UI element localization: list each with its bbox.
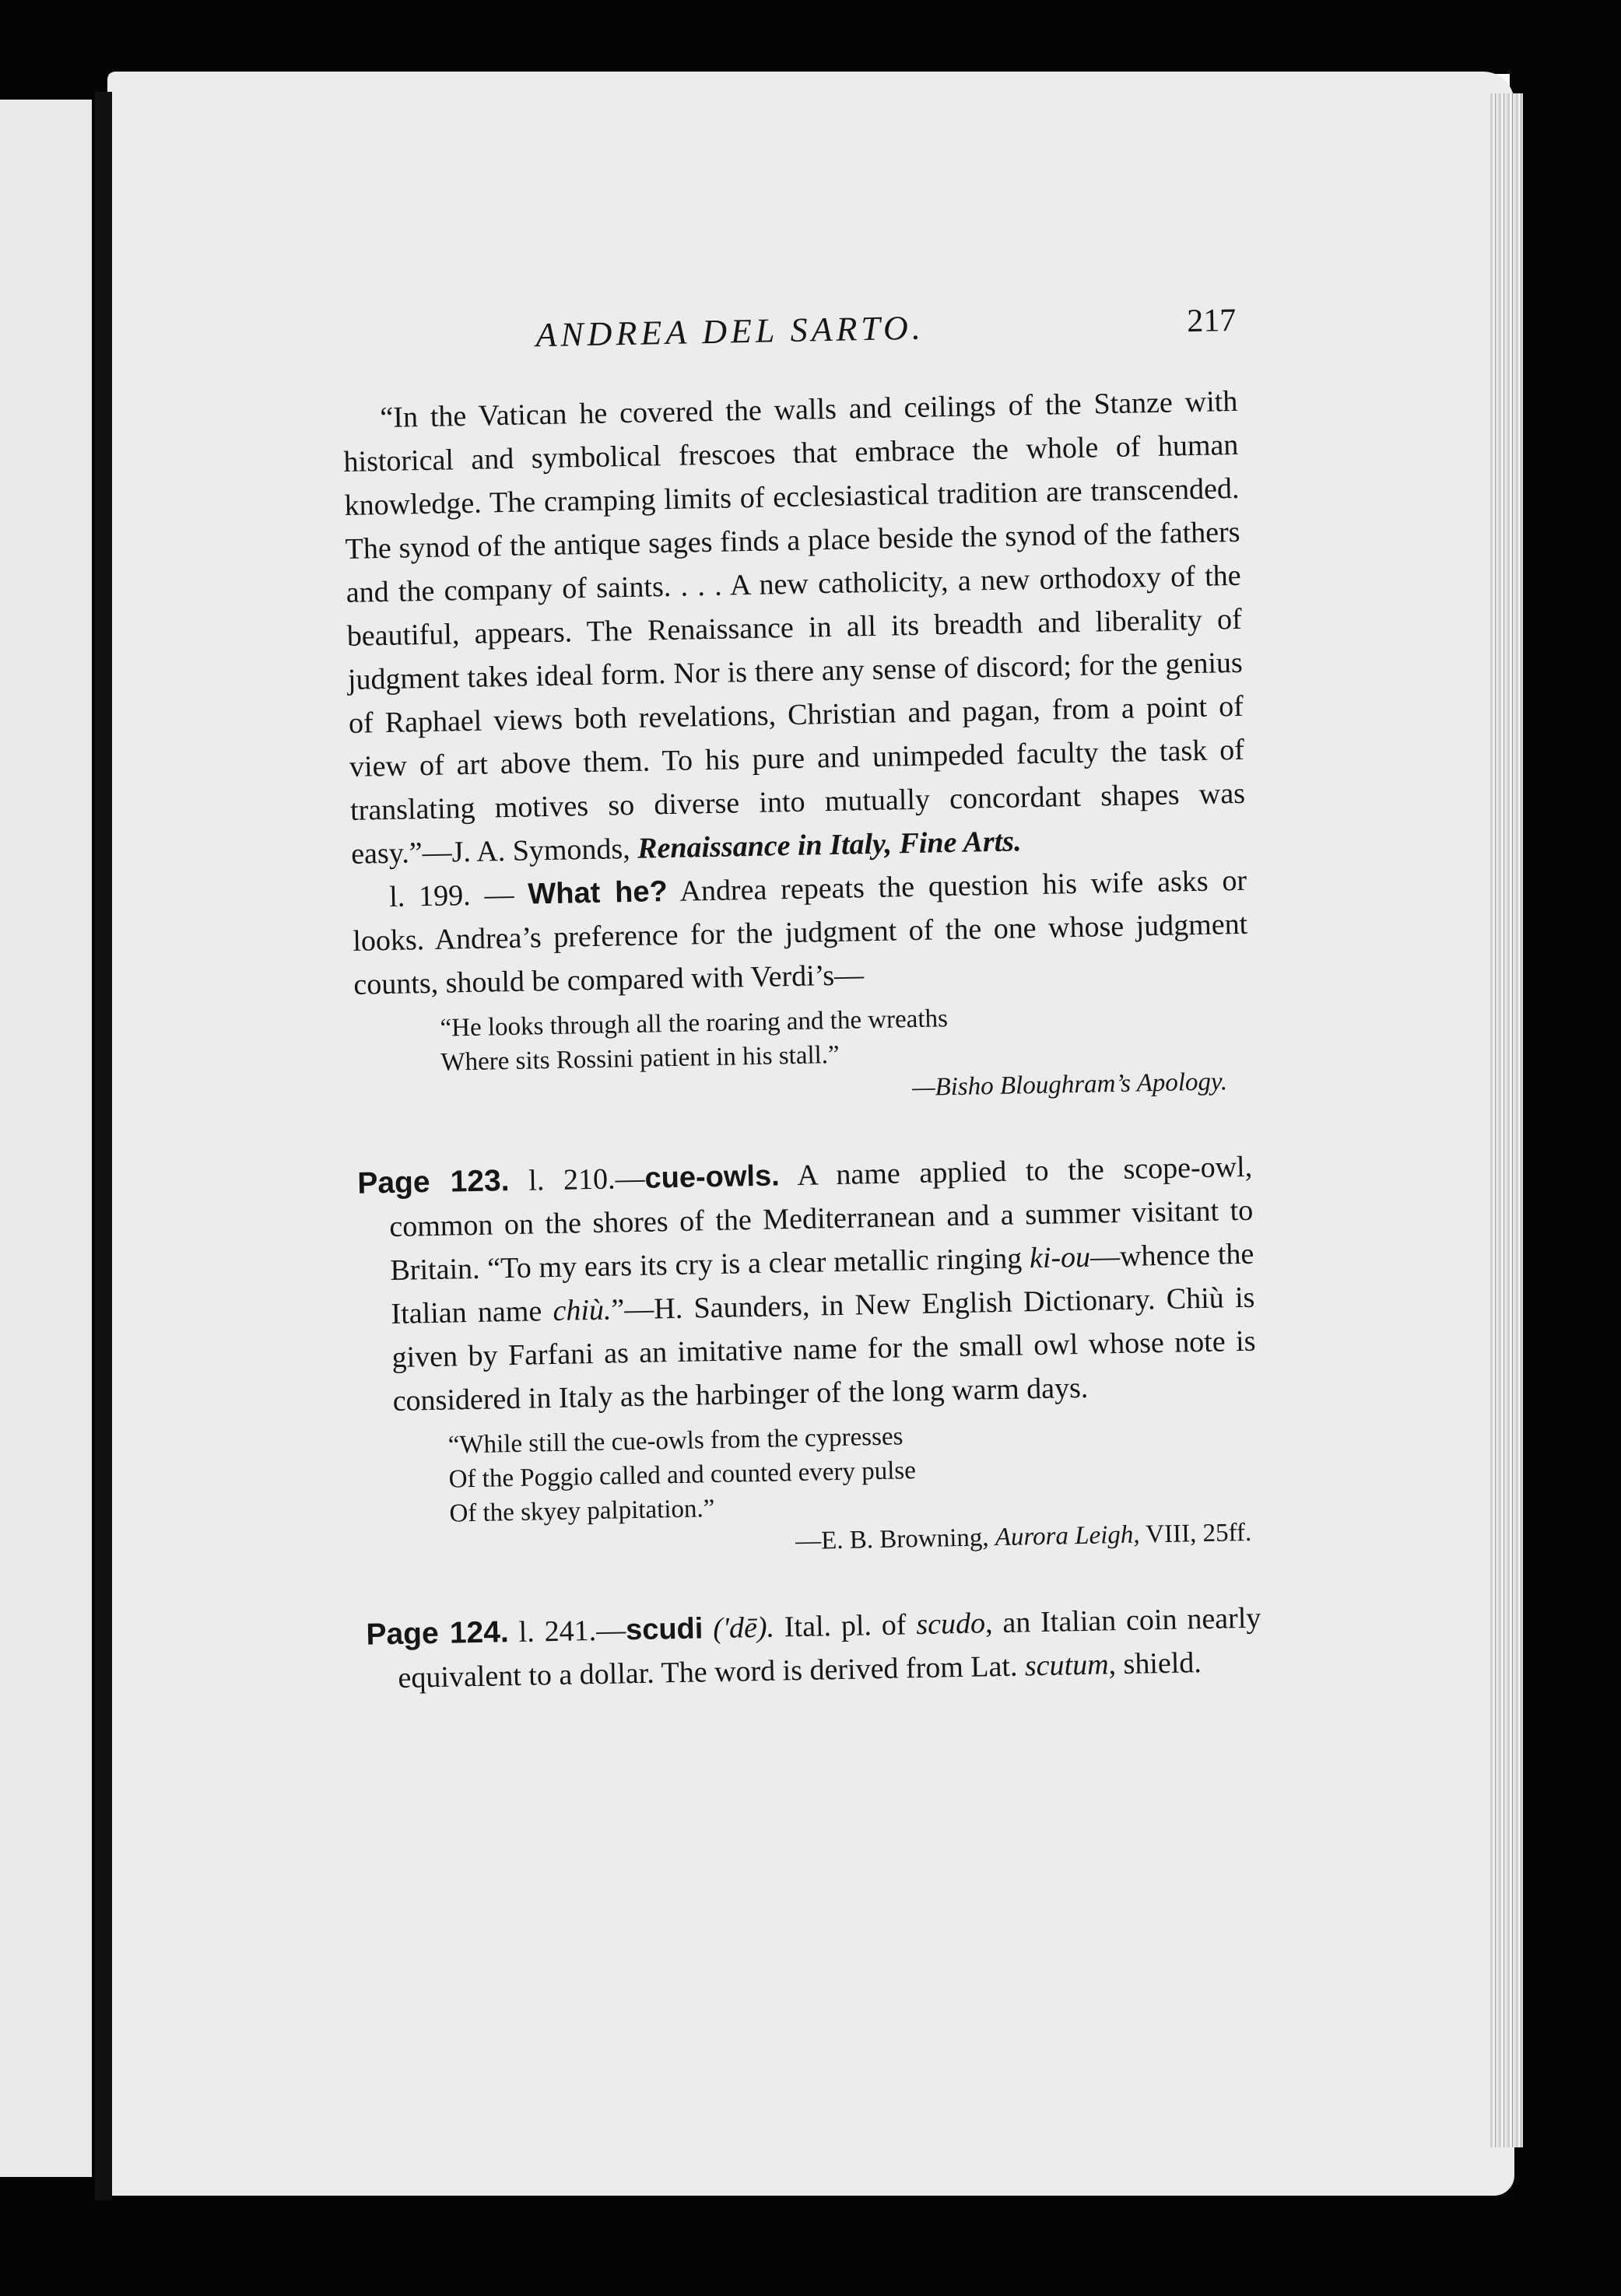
attribution-reference: VIII, 25ff. — [1139, 1518, 1252, 1549]
note-210-text-a: A name applied to the scope-owl, common on the shores of the Mediterranean and a summer visitant to Britain. “To my ears its cry is a clear metallic ringing — [389, 1150, 1254, 1288]
page-fore-edge — [1490, 93, 1523, 2147]
book-gutter — [95, 92, 112, 2200]
note-241-pronunciation: ('dē). — [712, 1611, 775, 1646]
note-241-text-a: Ital. pl. of — [774, 1608, 917, 1644]
attribution-title: Aurora Leigh, — [995, 1520, 1140, 1552]
verse-quotation-browning-bishop — [440, 996, 1251, 1114]
note-241-italic-a: scudo — [915, 1607, 986, 1642]
running-title: ANDREA DEL SARTO. — [535, 308, 925, 355]
page-label-124: Page 124. — [366, 1615, 510, 1652]
note-199-line-ref: l. 199. — — [388, 878, 514, 913]
note-199-text: Andrea repeats the question his wife asks or looks. Andrea’s preference for the judgment of the one whose judgment counts, should be compared with Verdi’s— — [352, 864, 1248, 1001]
verse-line: “While still the cue-owls from the cypresses — [447, 1422, 903, 1460]
verse-line: Where sits Rossini patient in his stall.” — [440, 1040, 840, 1077]
scan-background-right — [1510, 0, 1621, 2296]
note-199-headword: What he? — [528, 875, 668, 911]
scan-background-top — [0, 0, 1621, 74]
note-241-text-b: , an Italian coin nearly equivalent to a dollar. The word is derived from Lat. — [398, 1601, 1261, 1695]
page-number: 217 — [1186, 302, 1237, 340]
attribution-author: —E. B. Browning, — [795, 1523, 996, 1556]
symonds-source-title: Renaissance in Italy, Fine Arts. — [637, 825, 1022, 865]
note-210-italic-a: ki-ou — [1029, 1240, 1091, 1275]
verse-line: “He looks through all the roaring and the wreaths — [440, 1004, 949, 1043]
note-241-line-ref: l. 241.— — [508, 1614, 626, 1649]
note-210-text-c: ”—H. Saunders, in New English Dictionary. Chiù is given by Farfani as an imitative name for the small owl whose note is considered in Italy as the harbinger of the long warm days. — [391, 1281, 1256, 1418]
symonds-quotation — [342, 380, 1247, 876]
note-241-headword: scudi — [625, 1612, 703, 1647]
symonds-quotation-text: “In the Vatican he covered the walls and ceilings of the Stanze with historical and symbolical frescoes that embrace the whole of human knowledge. The cramping limits of ecclesiastical tradition are transcended. The synod of the antique sages finds a place beside the synod of the fathers and the company of saints. . . . A new catholicity, a new orthodoxy of the beautiful, appears. The Renaissance in all its breadth and liberality of judgment takes ideal form. Nor is there any sense of discord; for the genius of Raphael views both revelations, Christian and pagan, from a point of view of art above them. To his pure and unimpeded faculty the task of translating motives so diverse into mutually concordant shapes was easy.”—J. A. Symonds, — [343, 384, 1246, 871]
note-210-line-ref: l. 210.— — [509, 1162, 645, 1198]
facing-page-edge — [0, 100, 92, 2177]
note-line-199 — [352, 859, 1249, 1007]
verse-quotation-aurora-leigh — [447, 1413, 1259, 1565]
verse-line: Of the Poggio called and counted every pulse — [448, 1456, 917, 1494]
page-label-123: Page 123. — [356, 1164, 510, 1201]
note-241-italic-b: scutum — [1024, 1648, 1109, 1683]
note-line-210 — [357, 1145, 1257, 1424]
note-241-text-c: , shield. — [1108, 1646, 1202, 1681]
note-210-text-b: —whence the Italian name — [391, 1237, 1254, 1330]
page-content — [341, 302, 1262, 1701]
verse-line: Of the skyey palpitation.” — [449, 1495, 715, 1528]
note-line-241 — [366, 1597, 1262, 1701]
note-210-headword: cue-owls. — [644, 1159, 781, 1195]
verse-attribution: —Bisho Bloughram’s Apology. — [911, 1067, 1228, 1102]
note-210-italic-b: chiù. — [553, 1293, 612, 1327]
